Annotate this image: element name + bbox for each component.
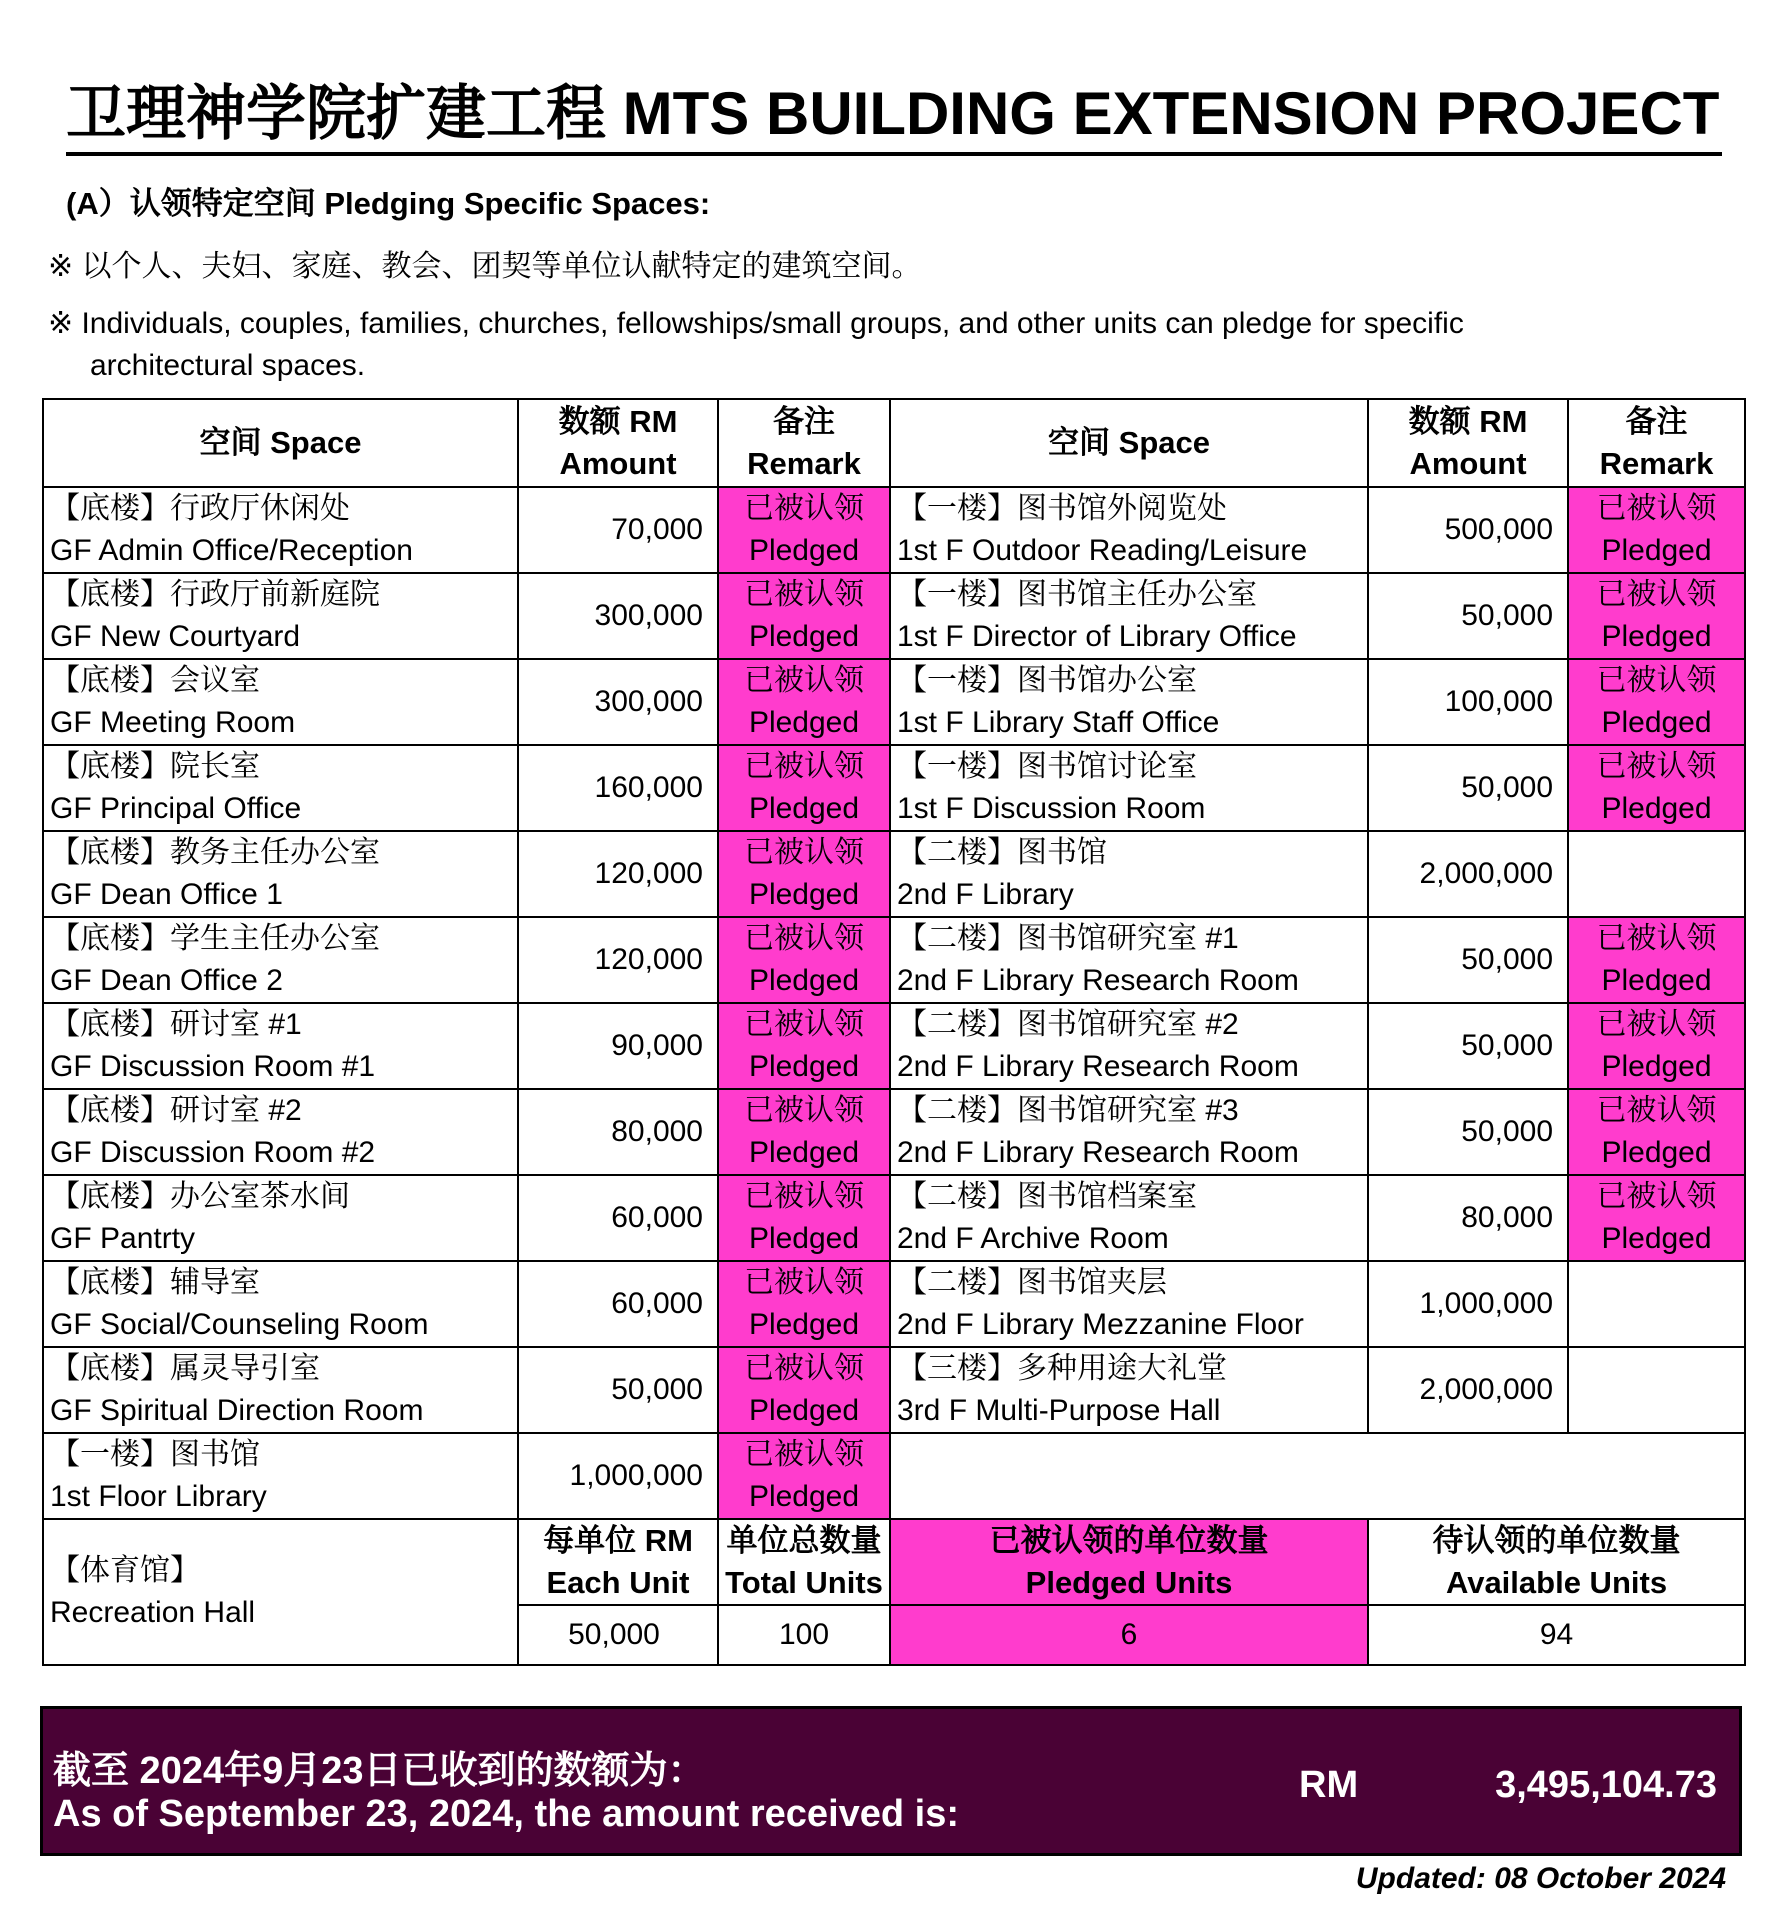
amount-value: 50,000 — [1461, 943, 1554, 976]
recreation-header-row — [43, 1519, 1745, 1605]
table-row — [43, 1261, 1745, 1347]
amount-left — [518, 831, 718, 917]
pledged-cn: 已被认领 — [744, 836, 864, 869]
space-en: GF Meeting Room — [50, 706, 296, 739]
header-amount-right — [1368, 399, 1568, 487]
recreation-en: Recreation Hall — [50, 1596, 256, 1629]
pledged-cn: 已被认领 — [1596, 492, 1717, 525]
note-english-line1: ※ Individuals, couples, families, churches, fellowships/small groups, and other units can pledge for specific — [48, 307, 1464, 340]
space-name-right — [890, 1261, 1368, 1347]
total-units-header — [718, 1519, 890, 1605]
remark-right — [1568, 1003, 1745, 1089]
remark-left — [718, 1347, 890, 1433]
note-chinese: ※ 以个人、夫妇、家庭、教会、团契等单位认献特定的建筑空间。 — [48, 250, 922, 283]
space-cn: 【一楼】图书馆外阅览处 — [897, 492, 1227, 525]
space-en: GF Principal Office — [50, 792, 302, 825]
amount-value: 500,000 — [1444, 513, 1554, 546]
pledged-en: Pledged — [748, 620, 860, 653]
amount-right — [1368, 1003, 1568, 1089]
remark-right — [1568, 1261, 1745, 1347]
header-amount-right-en: Amount — [1409, 446, 1527, 481]
amount-left — [518, 1089, 718, 1175]
space-name-left — [43, 1089, 518, 1175]
space-en: 2nd F Archive Room — [897, 1222, 1169, 1255]
pledged-en: Pledged — [748, 534, 860, 567]
amount-left — [518, 745, 718, 831]
pledged-en: Pledged — [748, 1136, 860, 1169]
space-name-left — [43, 1261, 518, 1347]
section-heading: (A）认领特定空间 Pledging Specific Spaces: — [66, 186, 711, 221]
total-units-number: 100 — [778, 1618, 830, 1651]
space-en: GF Admin Office/Reception — [50, 534, 413, 567]
space-name-left — [43, 831, 518, 917]
remark-right — [1568, 831, 1745, 917]
amount-left — [518, 659, 718, 745]
header-amount-right-cn: 数额 RM — [1408, 404, 1528, 439]
pledged-en: Pledged — [1601, 964, 1712, 997]
each-unit-header-cn: 每单位 RM — [543, 1523, 693, 1558]
table-row — [43, 1089, 1745, 1175]
amount-right — [1368, 1089, 1568, 1175]
space-name-left — [43, 1175, 518, 1261]
page-title: 卫理神学院扩建工程 MTS BUILDING EXTENSION PROJECT — [66, 78, 1722, 156]
amount-left — [518, 1347, 718, 1433]
amount-right — [1368, 659, 1568, 745]
total-units-value — [718, 1605, 890, 1665]
space-en: GF Pantrty — [50, 1222, 196, 1255]
space-cn: 【底楼】研讨室 #2 — [50, 1094, 302, 1127]
space-cn: 【底楼】院长室 — [50, 750, 260, 783]
pledged-en: Pledged — [1601, 620, 1712, 653]
remark-right — [1568, 573, 1745, 659]
amount-value: 60,000 — [611, 1201, 703, 1234]
remark-left — [718, 1433, 890, 1519]
pledged-cn: 已被认领 — [744, 1180, 864, 1213]
space-cn: 【一楼】图书馆主任办公室 — [897, 578, 1257, 611]
space-en: 2nd F Library Research Room — [897, 964, 1299, 997]
amount-value: 50,000 — [611, 1373, 703, 1406]
pledged-cn: 已被认领 — [744, 578, 864, 611]
remark-left — [718, 487, 890, 573]
available-units-header-en: Available Units — [1445, 1565, 1668, 1600]
space-en: 2nd F Library Mezzanine Floor — [897, 1308, 1304, 1341]
space-en: 1st F Discussion Room — [897, 792, 1206, 825]
space-en: GF Dean Office 2 — [50, 964, 283, 997]
pledged-en: Pledged — [1601, 1222, 1712, 1255]
space-en: 2nd F Library Research Room — [897, 1050, 1299, 1083]
table-row — [43, 917, 1745, 1003]
space-cn: 【一楼】图书馆 — [50, 1438, 260, 1471]
amount-value: 1,000,000 — [1419, 1287, 1554, 1320]
header-amount-en: Amount — [559, 446, 677, 481]
amount-left — [518, 1003, 718, 1089]
remark-left — [718, 1089, 890, 1175]
space-en: 1st F Director of Library Office — [897, 620, 1297, 653]
amount-value: 80,000 — [611, 1115, 703, 1148]
space-name-right — [890, 573, 1368, 659]
pledged-units-value — [890, 1605, 1368, 1665]
space-en: GF Dean Office 1 — [50, 878, 283, 911]
total-units-header-cn: 单位总数量 — [726, 1523, 882, 1558]
pledged-cn: 已被认领 — [744, 750, 864, 783]
remark-left — [718, 573, 890, 659]
table-row — [43, 1175, 1745, 1261]
amount-left — [518, 573, 718, 659]
amount-right — [1368, 1261, 1568, 1347]
pledged-en: Pledged — [748, 1050, 860, 1083]
amount-value: 50,000 — [1461, 1115, 1554, 1148]
amount-value: 1,000,000 — [569, 1459, 703, 1492]
pledged-en: Pledged — [1601, 1136, 1712, 1169]
pledged-cn: 已被认领 — [1596, 750, 1717, 783]
space-cn: 【一楼】图书馆讨论室 — [897, 750, 1197, 783]
amount-value: 50,000 — [1461, 771, 1554, 804]
remark-right — [1568, 745, 1745, 831]
remark-right — [1568, 1347, 1745, 1433]
table-header-row — [43, 399, 1745, 487]
recreation-hall-label — [43, 1519, 518, 1665]
space-en: GF Discussion Room #1 — [50, 1050, 376, 1083]
available-units-number: 94 — [1539, 1618, 1574, 1651]
banner-line-cn: 截至 2024年9月23日已收到的数额为： — [53, 1750, 706, 1792]
space-en: 3rd F Multi-Purpose Hall — [897, 1394, 1221, 1427]
space-en: 1st F Outdoor Reading/Leisure — [897, 534, 1308, 567]
pledged-en: Pledged — [748, 1308, 860, 1341]
amount-right — [1368, 831, 1568, 917]
space-cn: 【底楼】辅导室 — [50, 1266, 260, 1299]
space-cn: 【底楼】办公室茶水间 — [50, 1180, 350, 1213]
pledged-cn: 已被认领 — [744, 1352, 864, 1385]
amount-right — [1368, 917, 1568, 1003]
space-cn: 【底楼】教务主任办公室 — [50, 836, 380, 869]
table-row — [43, 745, 1745, 831]
pledged-cn: 已被认领 — [1596, 1180, 1717, 1213]
space-en: GF Discussion Room #2 — [50, 1136, 376, 1169]
space-name-left — [43, 917, 518, 1003]
amount-value: 120,000 — [594, 943, 703, 976]
pledged-cn: 已被认领 — [744, 492, 864, 525]
recreation-cn: 【体育馆】 — [50, 1554, 200, 1587]
amount-value: 2,000,000 — [1419, 857, 1554, 890]
amount-value: 80,000 — [1461, 1201, 1554, 1234]
note-english-line2: architectural spaces. — [90, 349, 366, 382]
table-row — [43, 1347, 1745, 1433]
pledged-cn: 已被认领 — [1596, 1008, 1717, 1041]
pledged-en: Pledged — [748, 1394, 860, 1427]
pledged-en: Pledged — [1601, 534, 1712, 567]
amount-value: 120,000 — [594, 857, 703, 890]
pledged-cn: 已被认领 — [744, 1094, 864, 1127]
table-row — [43, 831, 1745, 917]
each-unit-header-en: Each Unit — [546, 1565, 690, 1600]
space-cn: 【底楼】会议室 — [50, 664, 260, 697]
remark-right — [1568, 1089, 1745, 1175]
remark-left — [718, 1175, 890, 1261]
updated-date: Updated: 08 October 2024 — [1355, 1862, 1726, 1895]
total-units-header-en: Total Units — [725, 1565, 883, 1600]
amount-value: 60,000 — [611, 1287, 703, 1320]
banner-currency: RM — [1299, 1764, 1359, 1806]
table-row — [43, 573, 1745, 659]
space-name-right — [890, 1175, 1368, 1261]
space-name-left — [43, 487, 518, 573]
banner-line-en: As of September 23, 2024, the amount received is: — [53, 1793, 960, 1835]
header-amount-cn: 数额 RM — [558, 404, 678, 439]
amount-value: 50,000 — [1461, 1029, 1554, 1062]
empty-cell — [890, 1433, 1745, 1519]
remark-left — [718, 659, 890, 745]
remark-right — [1568, 917, 1745, 1003]
banner-amount: 3,495,104.73 — [1495, 1764, 1717, 1806]
remark-right — [1568, 659, 1745, 745]
amount-value: 300,000 — [594, 685, 703, 718]
header-remark-en: Remark — [747, 446, 861, 481]
header-space-right: 空间 Space — [890, 399, 1368, 487]
pledge-table — [42, 398, 1746, 1666]
header-remark-right — [1568, 399, 1745, 487]
space-cn: 【二楼】图书馆研究室 #2 — [897, 1008, 1239, 1041]
note-english — [48, 303, 1688, 387]
space-en: GF New Courtyard — [50, 620, 301, 653]
pledged-en: Pledged — [1601, 1050, 1712, 1083]
amount-left — [518, 1175, 718, 1261]
amount-right — [1368, 1175, 1568, 1261]
each-unit-amount: 50,000 — [568, 1618, 660, 1651]
pledged-cn: 已被认领 — [744, 1266, 864, 1299]
pledged-units-number: 6 — [1120, 1618, 1138, 1651]
available-units-value — [1368, 1605, 1745, 1665]
amount-value: 100,000 — [1444, 685, 1554, 718]
pledged-cn: 已被认领 — [744, 1008, 864, 1041]
space-en: 2nd F Library — [897, 878, 1074, 911]
pledged-units-header-en: Pledged Units — [1025, 1565, 1233, 1600]
each-unit-header — [518, 1519, 718, 1605]
pledged-cn: 已被认领 — [1596, 922, 1717, 955]
pledged-cn: 已被认领 — [1596, 578, 1717, 611]
remark-right — [1568, 487, 1745, 573]
space-cn: 【二楼】图书馆研究室 #3 — [897, 1094, 1239, 1127]
pledged-en: Pledged — [1601, 792, 1712, 825]
amount-received-banner — [40, 1706, 1742, 1856]
pledged-en: Pledged — [1601, 706, 1712, 739]
pledged-cn: 已被认领 — [744, 922, 864, 955]
space-name-right — [890, 831, 1368, 917]
amount-left — [518, 1433, 718, 1519]
amount-value: 300,000 — [594, 599, 703, 632]
table-row — [43, 1433, 1745, 1519]
space-cn: 【二楼】图书馆档案室 — [897, 1180, 1197, 1213]
space-cn: 【底楼】学生主任办公室 — [50, 922, 380, 955]
pledged-cn: 已被认领 — [744, 1438, 864, 1471]
space-name-left — [43, 659, 518, 745]
space-en: 1st F Library Staff Office — [897, 706, 1220, 739]
amount-left — [518, 1261, 718, 1347]
space-name-right — [890, 487, 1368, 573]
pledge-table-body — [43, 399, 1745, 1665]
header-space: 空间 Space — [43, 399, 518, 487]
header-remark-right-en: Remark — [1599, 446, 1714, 481]
available-units-header-cn: 待认领的单位数量 — [1432, 1523, 1681, 1558]
remark-left — [718, 745, 890, 831]
remark-right — [1568, 1175, 1745, 1261]
amount-right — [1368, 1347, 1568, 1433]
space-cn: 【三楼】多种用途大礼堂 — [897, 1352, 1227, 1385]
remark-left — [718, 1261, 890, 1347]
space-name-right — [890, 659, 1368, 745]
space-cn: 【二楼】图书馆 — [897, 836, 1107, 869]
pledged-en: Pledged — [748, 878, 860, 911]
amount-right — [1368, 487, 1568, 573]
pledged-en: Pledged — [748, 1222, 860, 1255]
space-cn: 【二楼】图书馆夹层 — [897, 1266, 1167, 1299]
pledged-cn: 已被认领 — [1596, 1094, 1717, 1127]
pledged-en: Pledged — [748, 706, 860, 739]
space-name-right — [890, 917, 1368, 1003]
space-name-right — [890, 745, 1368, 831]
header-remark-cn: 备注 — [773, 404, 835, 439]
space-name-left — [43, 745, 518, 831]
pledged-units-header-cn: 已被认领的单位数量 — [989, 1523, 1269, 1558]
table-row — [43, 659, 1745, 745]
amount-value: 160,000 — [594, 771, 703, 804]
each-unit-value — [518, 1605, 718, 1665]
amount-value: 50,000 — [1461, 599, 1554, 632]
space-cn: 【二楼】图书馆研究室 #1 — [897, 922, 1239, 955]
amount-value: 70,000 — [611, 513, 703, 546]
space-name-left — [43, 573, 518, 659]
pledged-en: Pledged — [748, 1480, 860, 1513]
space-name-left — [43, 1433, 518, 1519]
available-units-header — [1368, 1519, 1745, 1605]
pledged-units-header — [890, 1519, 1368, 1605]
remark-left — [718, 1003, 890, 1089]
space-cn: 【底楼】研讨室 #1 — [50, 1008, 302, 1041]
space-cn: 【一楼】图书馆办公室 — [897, 664, 1197, 697]
space-name-left — [43, 1003, 518, 1089]
space-name-left — [43, 1347, 518, 1433]
space-cn: 【底楼】属灵导引室 — [50, 1352, 320, 1385]
remark-left — [718, 831, 890, 917]
remark-left — [718, 917, 890, 1003]
amount-value: 2,000,000 — [1419, 1373, 1554, 1406]
pledged-en: Pledged — [748, 964, 860, 997]
table-row — [43, 1003, 1745, 1089]
space-cn: 【底楼】行政厅前新庭院 — [50, 578, 380, 611]
amount-right — [1368, 573, 1568, 659]
space-name-right — [890, 1003, 1368, 1089]
space-en: GF Spiritual Direction Room — [50, 1394, 424, 1427]
space-en: 1st Floor Library — [50, 1480, 267, 1513]
header-remark — [718, 399, 890, 487]
pledged-en: Pledged — [748, 792, 860, 825]
space-name-right — [890, 1089, 1368, 1175]
space-name-right — [890, 1347, 1368, 1433]
pledged-cn: 已被认领 — [744, 664, 864, 697]
amount-right — [1368, 745, 1568, 831]
amount-value: 90,000 — [611, 1029, 703, 1062]
space-cn: 【底楼】行政厅休闲处 — [50, 492, 350, 525]
pledged-cn: 已被认领 — [1596, 664, 1717, 697]
amount-left — [518, 487, 718, 573]
space-en: GF Social/Counseling Room — [50, 1308, 429, 1341]
header-remark-right-cn: 备注 — [1625, 404, 1688, 439]
header-amount — [518, 399, 718, 487]
table-row — [43, 487, 1745, 573]
amount-left — [518, 917, 718, 1003]
space-en: 2nd F Library Research Room — [897, 1136, 1299, 1169]
